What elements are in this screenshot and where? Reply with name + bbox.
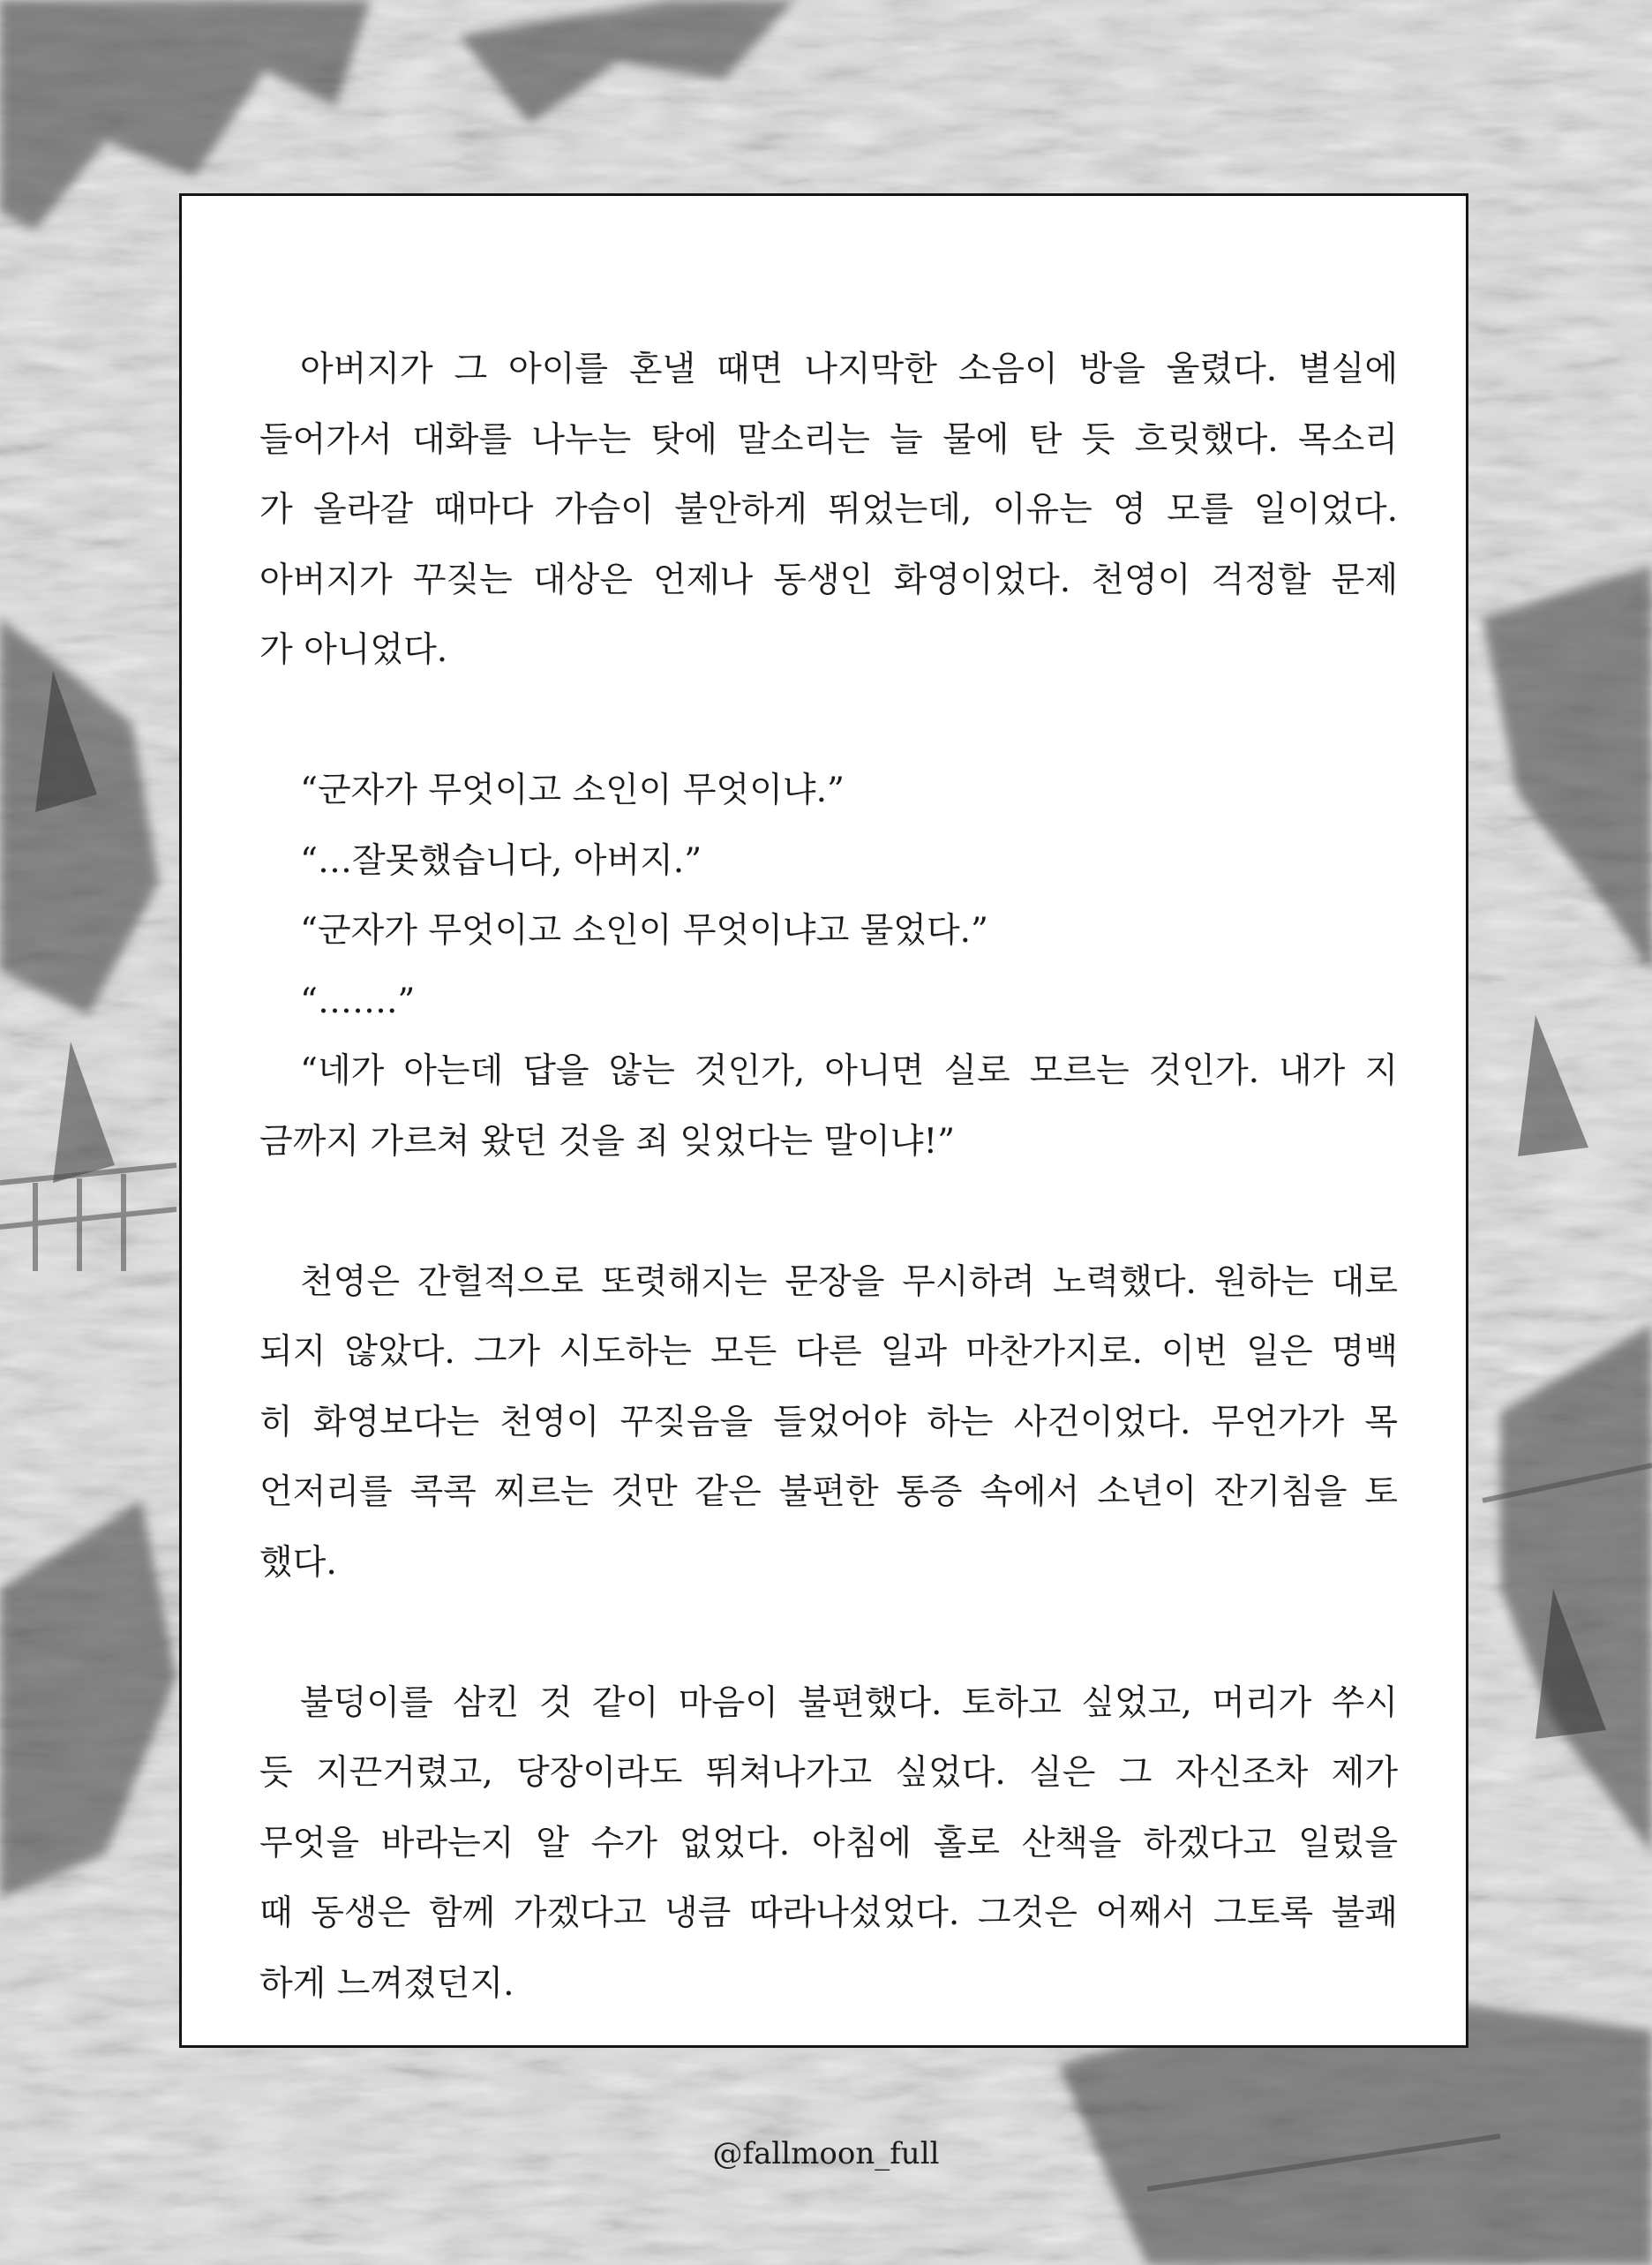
text-line: 가 올라갈 때마다 가슴이 불안하게 뛰었는데, 이유는 영 모를 일이었다. xyxy=(259,490,1398,530)
dialogue-line: “…잘못했습니다, 아버지.” xyxy=(300,840,702,881)
text-line: 언저리를 콕콕 찌르는 것만 같은 불편한 통증 속에서 소년이 잔기침을 토 xyxy=(259,1472,1398,1512)
dialogue-line: “…….” xyxy=(300,981,416,1021)
dialogue-block xyxy=(259,756,1398,1177)
text-line: 불덩이를 삼킨 것 같이 마음이 불편했다. 토하고 싶었고, 머리가 쑤시 xyxy=(300,1682,1398,1723)
text-line: 아버지가 그 아이를 혼낼 때면 나지막한 소음이 방을 울렸다. 별실에 xyxy=(300,350,1398,389)
story-text xyxy=(259,335,1398,2019)
text-line: 되지 않았다. 그가 시도하는 모든 다른 일과 마찬가지로. 이번 일은 명백 xyxy=(259,1332,1398,1372)
text-line: 무엇을 바라는지 알 수가 없었다. 아침에 홀로 산책을 하겠다고 일렀을 xyxy=(259,1823,1398,1863)
text-line: 아버지가 꾸짖는 대상은 언제나 동생인 화영이었다. 천영이 걱정할 문제 xyxy=(259,560,1398,600)
text-line: 들어가서 대화를 나누는 탓에 말소리는 늘 물에 탄 듯 흐릿했다. 목소리 xyxy=(259,419,1398,460)
text-line: 천영은 간헐적으로 또렷해지는 문장을 무시하려 노력했다. 원하는 대로 xyxy=(300,1261,1398,1302)
paragraph xyxy=(259,1247,1398,1599)
text-line: 하게 느껴졌던지. xyxy=(259,1963,514,2004)
text-line: 듯 지끈거렸고, 당장이라도 뛰쳐나가고 싶었다. 실은 그 자신조차 제가 xyxy=(259,1753,1398,1793)
dialogue-line: “군자가 무엇이고 소인이 무엇이냐고 물었다.” xyxy=(300,911,988,951)
author-handle: @fallmoon_full xyxy=(712,2136,940,2171)
dialogue-line: “네가 아는데 답을 않는 것인가, 아니면 실로 모르는 것인가. 내가 지 xyxy=(300,1051,1398,1091)
text-line: 때 동생은 함께 가겠다고 냉큼 따라나섰었다. 그것은 어째서 그토록 불쾌 xyxy=(259,1893,1398,1933)
text-line: 가 아니었다. xyxy=(259,630,448,670)
dialogue-line: “군자가 무엇이고 소인이 무엇이냐.” xyxy=(300,771,845,810)
dialogue-line: 금까지 가르쳐 왔던 것을 죄 잊었다는 말이냐!” xyxy=(259,1121,956,1162)
text-line: 했다. xyxy=(259,1542,337,1583)
text-line: 히 화영보다는 천영이 꾸짖음을 들었어야 하는 사건이었다. 무언가가 목 xyxy=(259,1402,1398,1442)
paragraph xyxy=(259,335,1398,686)
paragraph xyxy=(259,1668,1398,2020)
text-page xyxy=(179,193,1468,2048)
